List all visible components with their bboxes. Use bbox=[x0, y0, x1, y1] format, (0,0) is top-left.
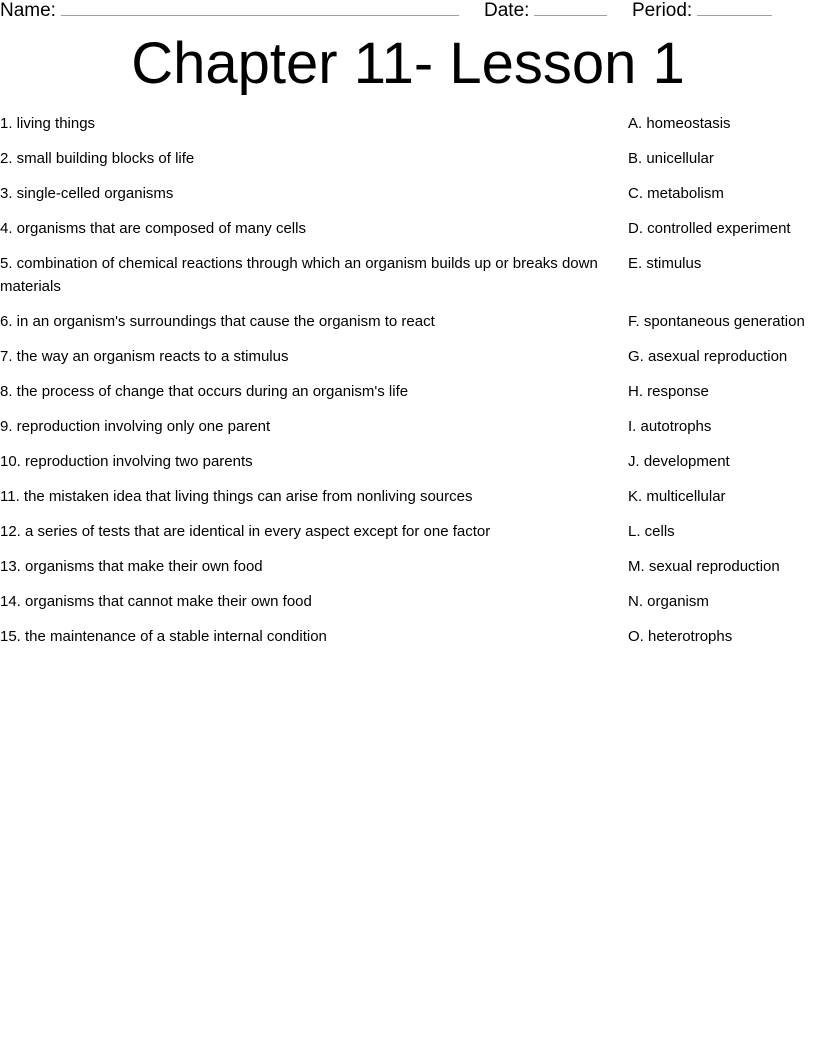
answer-option: I. autotrophs bbox=[628, 418, 712, 435]
name-field[interactable] bbox=[0, 0, 459, 22]
matching-row bbox=[0, 446, 816, 481]
matching-row bbox=[0, 516, 816, 551]
matching-row bbox=[0, 621, 816, 656]
term-text: 4. organisms that are composed of many cells bbox=[0, 220, 306, 237]
matching-row bbox=[0, 306, 816, 341]
answer-option: O. heterotrophs bbox=[628, 628, 733, 645]
term-text: 11. the mistaken idea that living things can arise from nonliving sources bbox=[0, 488, 473, 505]
term-text: 1. living things bbox=[0, 115, 96, 132]
term-text: 8. the process of change that occurs during an organism's life bbox=[0, 383, 409, 400]
term-text: 3. single-celled organisms bbox=[0, 185, 174, 202]
answer-option: L. cells bbox=[628, 523, 675, 540]
matching-row bbox=[0, 143, 816, 178]
matching-row bbox=[0, 108, 816, 143]
date-label: Date: bbox=[484, 0, 530, 21]
answer-option: D. controlled experiment bbox=[628, 220, 791, 237]
date-field[interactable] bbox=[484, 0, 607, 22]
term-text: 14. organisms that cannot make their own food bbox=[0, 593, 312, 610]
term-text: 7. the way an organism reacts to a stimulus bbox=[0, 348, 289, 365]
answer-option: G. asexual reproduction bbox=[628, 348, 788, 365]
answer-option: N. organism bbox=[628, 593, 709, 610]
term-text: 10. reproduction involving two parents bbox=[0, 453, 253, 470]
name-blank[interactable] bbox=[61, 1, 459, 16]
answer-option: H. response bbox=[628, 383, 709, 400]
period-field[interactable] bbox=[632, 0, 772, 22]
name-label: Name: bbox=[0, 0, 56, 21]
term-text: 2. small building blocks of life bbox=[0, 150, 195, 167]
matching-row bbox=[0, 178, 816, 213]
term-text: 5. combination of chemical reactions through which an organism builds up or breaks down materials bbox=[0, 255, 598, 295]
answer-option: M. sexual reproduction bbox=[628, 558, 780, 575]
matching-row bbox=[0, 341, 816, 376]
matching-row bbox=[0, 376, 816, 411]
answer-option: A. homeostasis bbox=[628, 115, 731, 132]
period-label: Period: bbox=[632, 0, 693, 21]
matching-row bbox=[0, 411, 816, 446]
term-text: 9. reproduction involving only one parent bbox=[0, 418, 271, 435]
matching-row bbox=[0, 248, 816, 306]
term-text: 12. a series of tests that are identical in every aspect except for one factor bbox=[0, 523, 491, 540]
answer-option: J. development bbox=[628, 453, 730, 470]
answer-option: C. metabolism bbox=[628, 185, 724, 202]
matching-row bbox=[0, 586, 816, 621]
answer-option: B. unicellular bbox=[628, 150, 714, 167]
term-text: 13. organisms that make their own food bbox=[0, 558, 263, 575]
period-blank[interactable] bbox=[697, 1, 772, 16]
page-title: Chapter 11- Lesson 1 bbox=[131, 31, 685, 96]
term-text: 15. the maintenance of a stable internal condition bbox=[0, 628, 327, 645]
worksheet-header bbox=[0, 0, 816, 24]
answer-option: F. spontaneous generation bbox=[628, 313, 805, 330]
matching-row bbox=[0, 481, 816, 516]
matching-list bbox=[0, 108, 816, 656]
matching-row bbox=[0, 213, 816, 248]
answer-option: E. stimulus bbox=[628, 255, 702, 272]
answer-option: K. multicellular bbox=[628, 488, 726, 505]
term-text: 6. in an organism's surroundings that cause the organism to react bbox=[0, 313, 435, 330]
date-blank[interactable] bbox=[534, 1, 607, 16]
matching-row bbox=[0, 551, 816, 586]
